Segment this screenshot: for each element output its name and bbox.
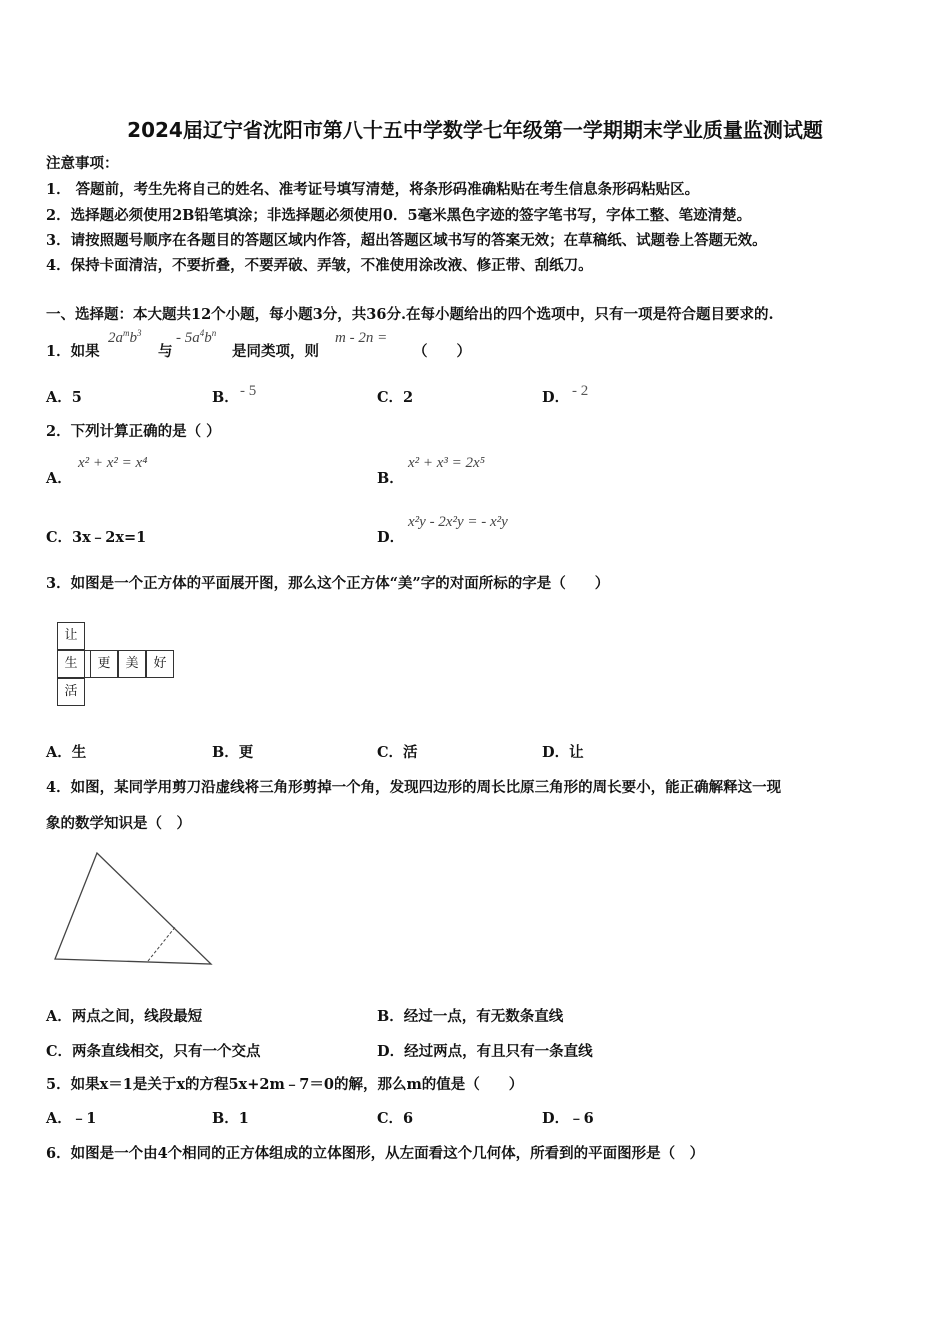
q1-paren: （ ） <box>413 343 471 360</box>
q6-stem: 6．如图是一个由4个相同的正方体组成的立体图形，从左面看这个几何体，所看到的平面图形是（ ） <box>46 1145 705 1162</box>
notice-heading: 注意事项： <box>46 155 119 172</box>
net-cell-geng: 更 <box>90 650 118 678</box>
section-heading: 一、选择题：本大题共12个小题，每小题3分，共36分.在每小题给出的四个选项中，只有一项是符合题目要求的. <box>46 306 774 323</box>
q1-option-c: C．2 <box>377 389 414 406</box>
page-title: 2024届辽宁省沈阳市第八十五中学数学七年级第一学期期末学业质量监测试题 <box>127 118 823 142</box>
q3-option-c: C．活 <box>377 744 418 761</box>
q1-term2: - $5a^4b^n$ <box>176 328 217 346</box>
q1-term1: $2a^mb^3$ <box>108 328 142 346</box>
q2-option-d: D． <box>377 529 405 546</box>
net-cell-sheng: 生 <box>57 650 85 678</box>
q1-stem-post: 是同类项，则 <box>232 343 319 360</box>
q5-option-c: C．6 <box>377 1110 414 1127</box>
q4-stem-line2: 象的数学知识是（ ） <box>46 815 191 832</box>
net-cell-hao: 好 <box>146 650 174 678</box>
q1-option-b: B． <box>212 389 239 406</box>
q5-stem: 5．如果x＝1是关于x的方程5x+2m﹣7＝0的解，那么m的值是（ ） <box>46 1076 524 1093</box>
q1-stem-pre: 1．如果 <box>46 343 100 360</box>
net-cell-huo: 活 <box>57 678 85 706</box>
q1-option-a: A．5 <box>46 389 82 406</box>
q4-option-d: D．经过两点，有且只有一条直线 <box>377 1043 593 1060</box>
q2-option-a-expr: x² + x² = x⁴ <box>78 455 148 471</box>
q2-option-c: C．3x﹣2x=1 <box>46 529 147 546</box>
q1-option-b-value: - 5 <box>240 383 257 399</box>
triangle-figure <box>50 848 220 970</box>
q2-option-d-expr: x²y - 2x²y = - x²y <box>408 514 508 530</box>
q5-option-a: A．﹣1 <box>46 1110 97 1127</box>
cut-dashed-line <box>148 926 176 961</box>
q3-option-a: A．生 <box>46 744 87 761</box>
notice-item-3: 3．请按照题号顺序在各题目的答题区域内作答，超出答题区域书写的答案无效；在草稿纸、试题卷上答题无效。 <box>46 232 767 249</box>
notice-item-2: 2．选择题必须使用2B铅笔填涂；非选择题必须使用0．5毫米黑色字迹的签字笔书写，字体工整、笔迹清楚。 <box>46 207 752 224</box>
net-cell-mei: 美 <box>118 650 146 678</box>
q2-option-b-expr: x² + x³ = 2x⁵ <box>408 455 485 471</box>
notice-item-4: 4．保持卡面清洁，不要折叠，不要弄破、弄皱，不准使用涂改液、修正带、刮纸刀。 <box>46 257 593 274</box>
q3-option-d: D．让 <box>542 744 584 761</box>
q2-option-b: B． <box>377 470 404 487</box>
q5-option-d: D．﹣6 <box>542 1110 594 1127</box>
q4-stem-line1: 4．如图，某同学用剪刀沿虚线将三角形剪掉一个角，发现四边形的周长比原三角形的周长要小，能正确解释这一现 <box>46 779 782 796</box>
q1-stem-mid: 与 <box>158 343 173 360</box>
q3-stem: 3．如图是一个正方体的平面展开图，那么这个正方体“美”字的对面所标的字是（ ） <box>46 575 610 592</box>
net-cell-rang: 让 <box>57 622 85 650</box>
q4-option-a: A．两点之间，线段最短 <box>46 1008 203 1025</box>
q1-expr: m - 2n = <box>335 330 388 346</box>
q2-stem: 2．下列计算正确的是（ ） <box>46 423 221 440</box>
q4-option-c: C．两条直线相交，只有一个交点 <box>46 1043 261 1060</box>
q4-option-b: B．经过一点，有无数条直线 <box>377 1008 564 1025</box>
net-connector <box>84 650 91 678</box>
q2-option-a: A． <box>46 470 72 487</box>
q5-option-b: B．1 <box>212 1110 249 1127</box>
triangle-outline <box>55 853 211 964</box>
q3-option-b: B．更 <box>212 744 254 761</box>
notice-item-1: 1． 答题前，考生先将自己的姓名、准考证号填写清楚，将条形码准确粘贴在考生信息条形码粘贴区。 <box>46 181 700 198</box>
q1-option-d-value: - 2 <box>572 383 589 399</box>
q1-option-d: D． <box>542 389 570 406</box>
